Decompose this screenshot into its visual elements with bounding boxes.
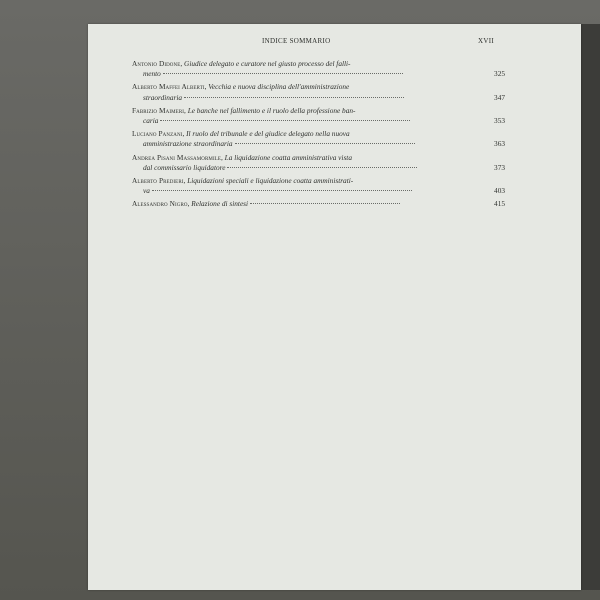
toc-entry: Andrea Pisani Massamormile, La liquidazione coatta amministrativa vista dal commissario liquidatore 373 — [132, 152, 505, 172]
entry-author: Alberto Maffei Alberti — [132, 82, 205, 92]
book-page — [88, 24, 581, 590]
entry-title: Vecchia e nuova disciplina dell'amministrazione — [208, 82, 350, 92]
toc-entry: Alberto Predieri, Liquidazioni speciali e liquidazione coatta amministrati- va 403 — [132, 176, 505, 196]
entry-title-continuation: amministrazione straordinaria — [143, 139, 233, 149]
entry-page: 353 — [494, 116, 505, 126]
entry-author: Alessandro Nigro — [132, 199, 188, 209]
toc-entry: Luciano Panzani, Il ruolo del tribunale e del giudice delegato nella nuova amministrazione straordinaria 363 — [132, 129, 505, 149]
entry-title-continuation: straordinaria — [143, 92, 183, 102]
entry-page: 347 — [494, 92, 505, 102]
entry-author: Luciano Panzani — [132, 129, 183, 139]
entry-author: Antonio Didone — [132, 59, 181, 68]
entry-title-continuation: va — [143, 186, 150, 196]
entry-page: 415 — [494, 199, 505, 209]
entry-page: 325 — [494, 69, 505, 79]
entry-author: Fabrizio Maimeri — [132, 105, 185, 115]
entry-title: Liquidazioni speciali e liquidazione coatta amministrati- — [187, 176, 354, 186]
entry-title: Relazione di sintesi — [191, 199, 249, 209]
table-of-contents — [132, 59, 505, 213]
entry-author: Andrea Pisani Massamormile — [132, 152, 222, 162]
toc-entry: Fabrizio Maimeri, Le banche nel fallimento e il ruolo della professione ban- caria 353 — [132, 105, 505, 126]
running-title: INDICE SOMMARIO — [262, 37, 331, 45]
entry-title: Giudice delegato e curatore nel giusto processo del falli- — [184, 59, 351, 68]
entry-title: Il ruolo del tribunale e del giudice delegato nella nuova — [186, 129, 350, 139]
entry-title-continuation: dal commissario liquidatore — [143, 162, 226, 172]
entry-title: Le banche nel fallimento e il ruolo della professione ban- — [187, 105, 356, 115]
toc-entry: Alberto Maffei Alberti, Vecchia e nuova disciplina dell'amministrazione straordinaria 347 — [132, 82, 505, 102]
entry-page: 403 — [494, 186, 505, 196]
entry-author: Alberto Predieri — [132, 176, 184, 186]
entry-page: 373 — [494, 162, 505, 172]
entry-page: 363 — [494, 139, 505, 149]
entry-title-continuation: mento — [143, 69, 161, 79]
entry-title: La liquidazione coatta amministrativa vista — [224, 152, 352, 162]
toc-entry: Alessandro Nigro, Relazione di sintesi 415 — [132, 199, 505, 209]
book-edge — [581, 24, 600, 590]
page-number: XVII — [478, 37, 494, 45]
toc-entry: Antonio Didone, Giudice delegato e curatore nel giusto processo del falli- mento 325 — [132, 59, 505, 79]
entry-title-continuation: caria — [143, 116, 159, 126]
page-header — [88, 37, 581, 49]
